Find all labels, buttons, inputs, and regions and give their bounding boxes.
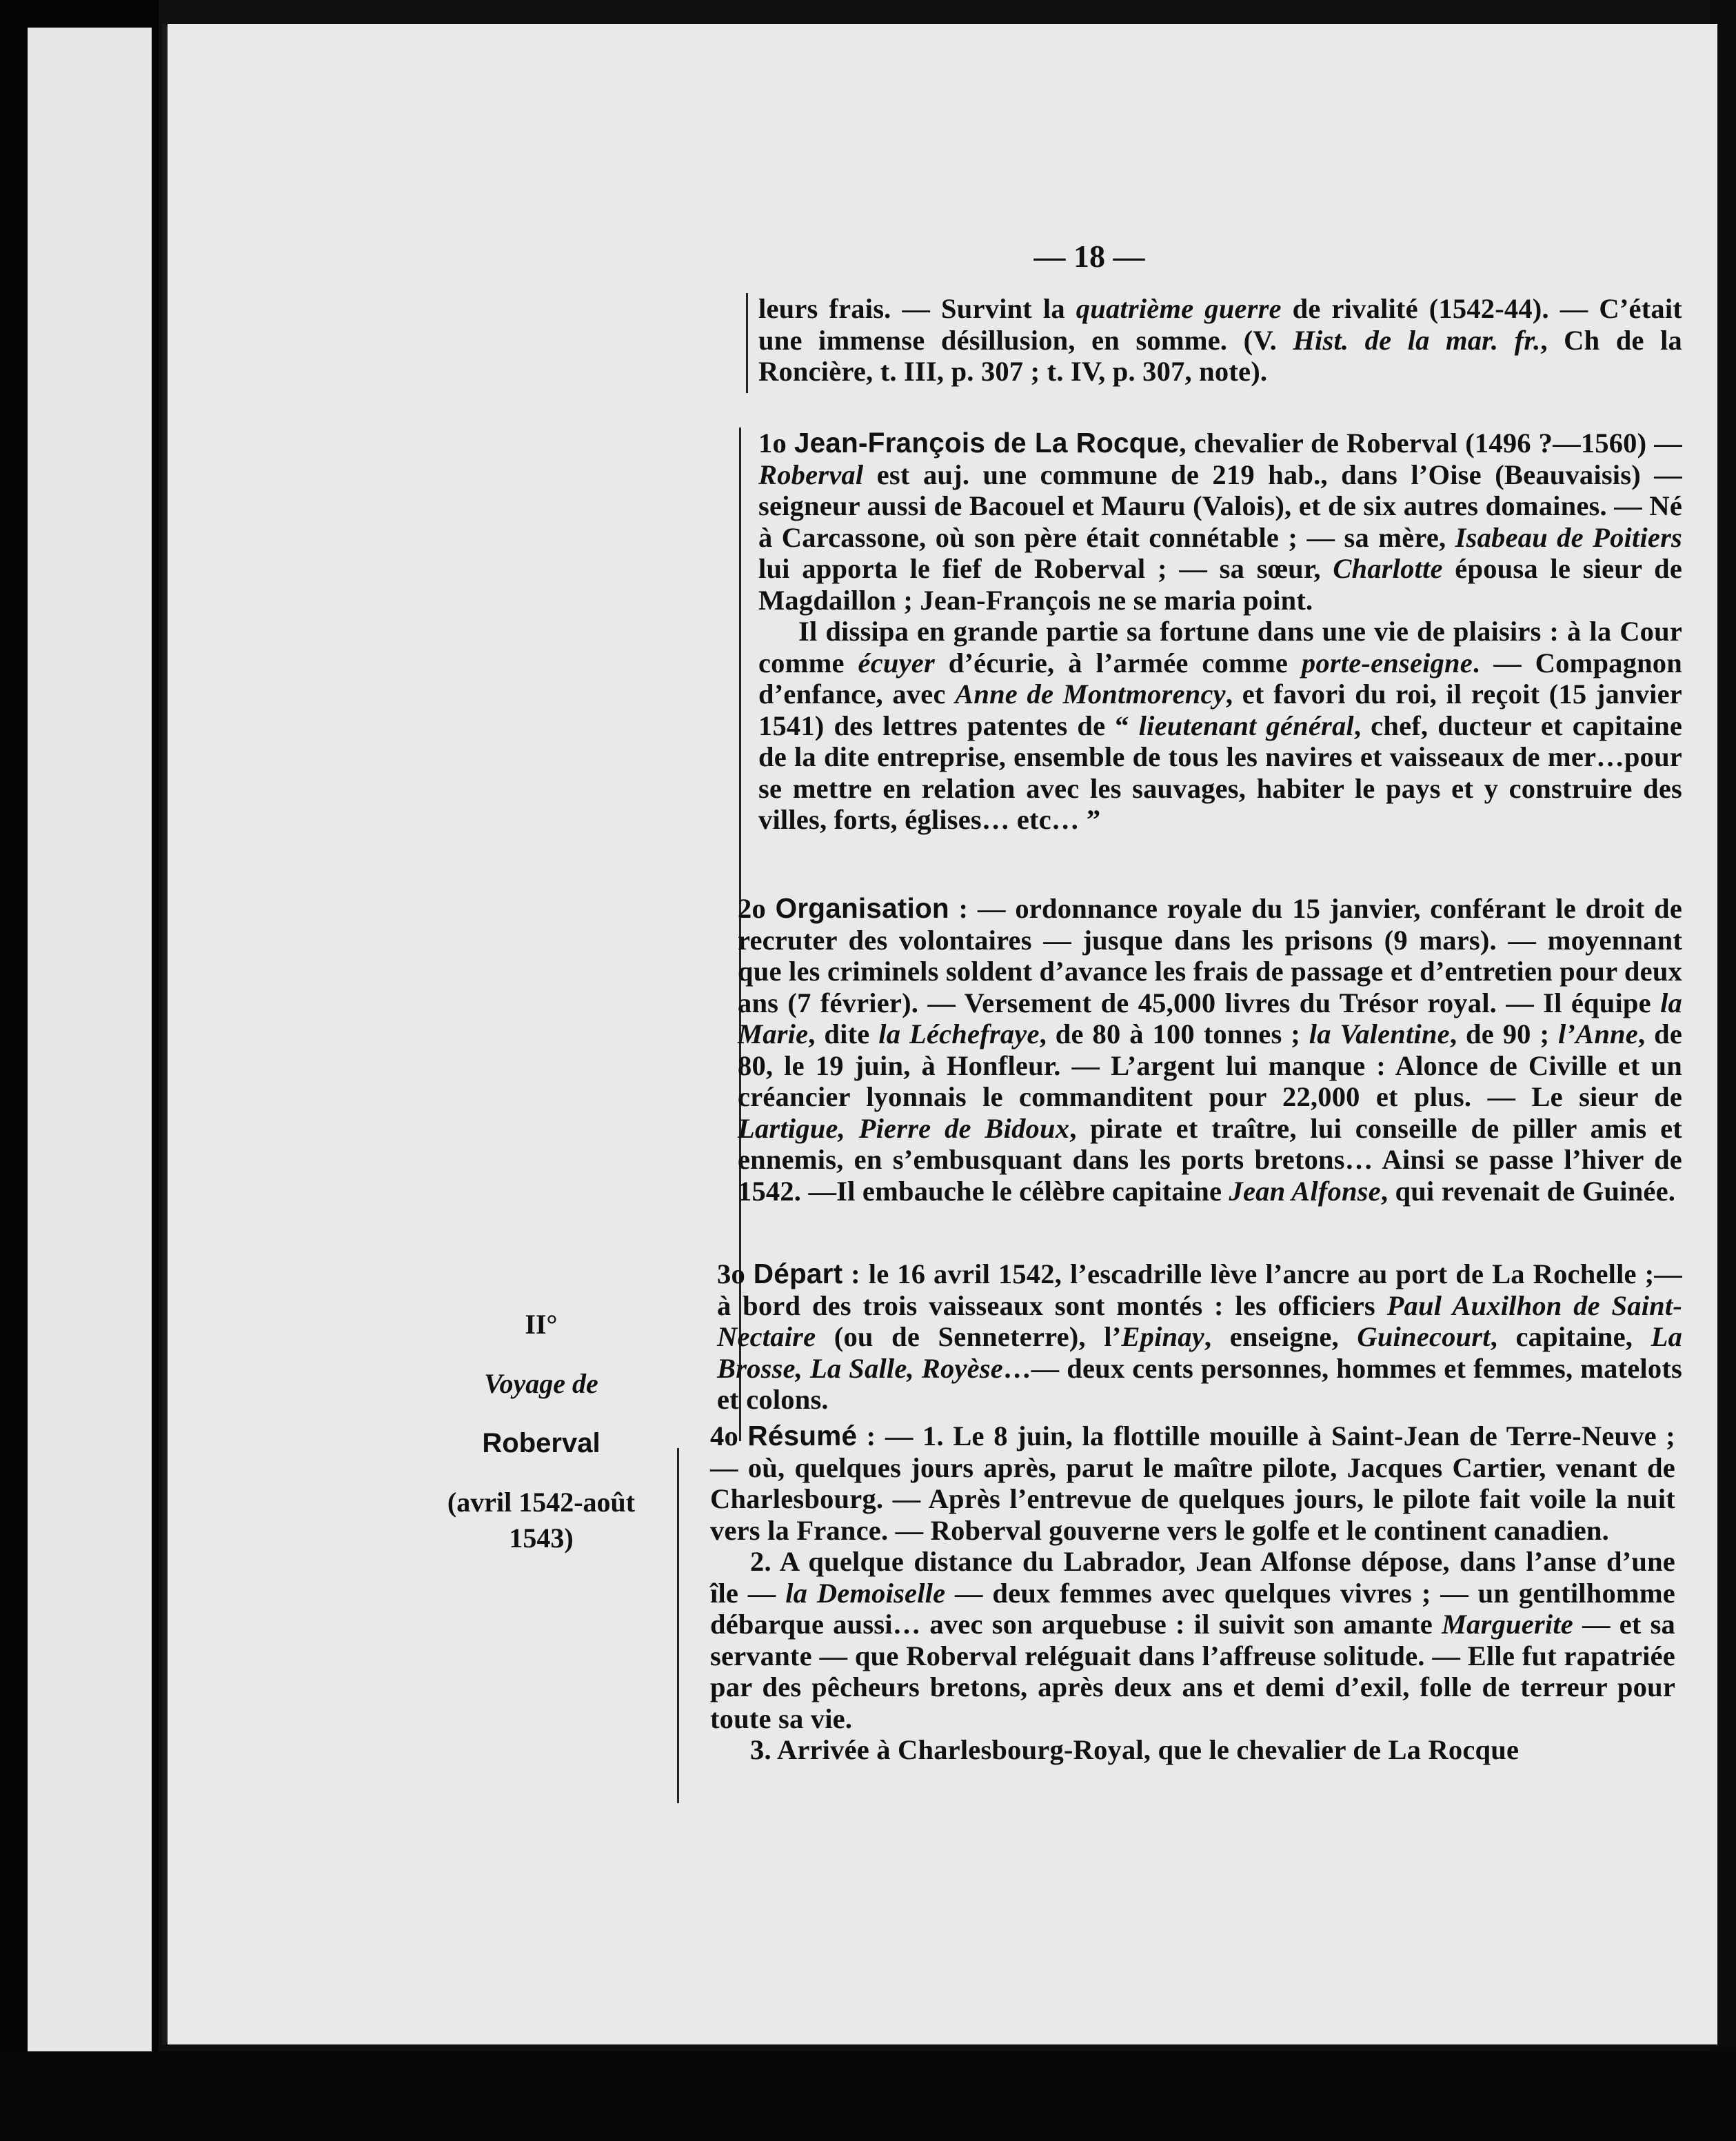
item-1-block xyxy=(758,428,1682,836)
intro-block xyxy=(758,293,1682,388)
margin-note-dates: (avril 1542-août 1543) xyxy=(447,1487,636,1554)
item-3-paragraph: 3o Départ : le 16 avril 1542, l’escadrille lève l’ancre au port de La Rochelle ;— à bord des trois vaisseaux sont montés : les officiers Paul Auxilhon de Saint-Nectaire (ou de Senneterre), l’Epinay, enseigne, Guinecourt, capitaine, La Brosse, La Salle, Royèse…— deux cents personnes, hommes et femmes, matelots et colons. xyxy=(717,1258,1683,1415)
intro-paragraph: leurs frais. — Survint la quatrième guerre de rivalité (1542-44). — C’était une immense désillusion, en somme. (V. Hist. de la mar. fr., Ch de la Roncière, t. III, p. 307 ; t. IV, p. 307, note). xyxy=(758,293,1682,387)
margin-note xyxy=(427,1307,655,1556)
item-1-paragraph-2: Il dissipa en grande partie sa fortune dans une vie de plaisirs : à la Cour comme écuyer d’écurie, à l’armée comme porte-enseigne. — Compagnon d’enfance, avec Anne de Montmorency, et favori du roi, il reçoit (15 janvier 1541) des lettres patentes de “ lieutenant général, chef, ducteur et capitaine de la dite entreprise, ensemble de tous les navires et vaisseaux de mer…pour se mettre en relation avec les sauvages, habiter le pays et y construire des villes, forts, églises… etc… ” xyxy=(758,616,1682,835)
margin-note-name: Roberval xyxy=(482,1428,600,1458)
item-2-block xyxy=(738,893,1682,1207)
margin-note-number: II° xyxy=(525,1309,558,1340)
item-2-heading: Organisation xyxy=(775,892,949,924)
item-1-paragraph: 1o Jean-François de La Rocque, chevalier de Roberval (1496 ?—1560) — Roberval est auj. une commune de 219 hab., dans l’Oise (Beauvaisis) — seigneur aussi de Bacouel et Mauru (Valois), et de six autres domaines. — Né à Carcassone, où son père était connétable ; — sa mère, Isabeau de Poitiers lui apporta le fief de Roberval ; — sa sœur, Charlotte épousa le sieur de Magdaillon ; Jean-François ne se maria point. xyxy=(758,427,1683,616)
brace-intro xyxy=(746,293,748,393)
item-4-paragraph-3: 3. Arrivée à Charlesbourg-Royal, que le chevalier de La Rocque xyxy=(750,1734,1520,1765)
item-4-block xyxy=(710,1420,1675,1766)
scan-border-bottom xyxy=(0,2051,1736,2141)
brace-resume xyxy=(677,1448,679,1803)
item-2-paragraph: 2o Organisation : — ordonnance royale du 15 janvier, conférant le droit de recruter des volontaires — jusque dans les prisons (9 mars). — moyennant que les criminels soldent d’avance les frais de passage et d’entretien pour deux ans (7 février). — Versement de 45,000 livres du Trésor royal. — Il équipe la Marie, dite la Léchefraye, de 80 à 100 tonnes ; la Valentine, de 90 ; l’Anne, de 80, le 19 juin, à Honfleur. — L’argent lui manque : Alonce de Civille et un créancier lyonnais le commanditent pour 22,000 et plus. — Le sieur de Lartigue, Pierre de Bidoux, pirate et traître, lui conseille de piller amis et ennemis, en s’embusquant dans les ports bretons… Ainsi se passe l’hiver de 1542. —Il embauche le célèbre capitaine Jean Alfonse, qui revenait de Guinée. xyxy=(738,892,1683,1207)
item-3-block xyxy=(717,1258,1682,1416)
margin-note-voyage: Voyage de xyxy=(484,1368,598,1399)
item-4-paragraph: 4o Résumé : — 1. Le 8 juin, la flottille mouille à Saint-Jean de Terre-Neuve ; — où, quelques jours après, parut le maître pilote, Jacques Cartier, venant de Charlesbourg. — Après l’entrevue de quelques jours, le pilote fait voile la nuit vers la France. — Roberval gouverne vers le golfe et le continent canadien. xyxy=(710,1420,1675,1546)
facing-page-strip xyxy=(28,28,152,2096)
item-4-paragraph-2: 2. A quelque distance du Labrador, Jean Alfonse dépose, dans l’anse d’une île — la Demoiselle — deux femmes avec quelques vivres ; — un gentilhomme débarque aussi… avec son arquebuse : il suivit son amante Marguerite — et sa servante — que Roberval reléguait dans l’affreuse solitude. — Elle fut rapatriée par des pêcheurs bretons, après deux ans et demi d’exil, folle de terreur pour toute sa vie. xyxy=(710,1546,1675,1734)
item-1-heading: Jean-François de La Rocque xyxy=(794,427,1180,459)
item-3-heading: Départ xyxy=(753,1258,843,1289)
item-4-heading: Résumé xyxy=(747,1420,858,1451)
page-number: — 18 — xyxy=(1033,239,1145,274)
